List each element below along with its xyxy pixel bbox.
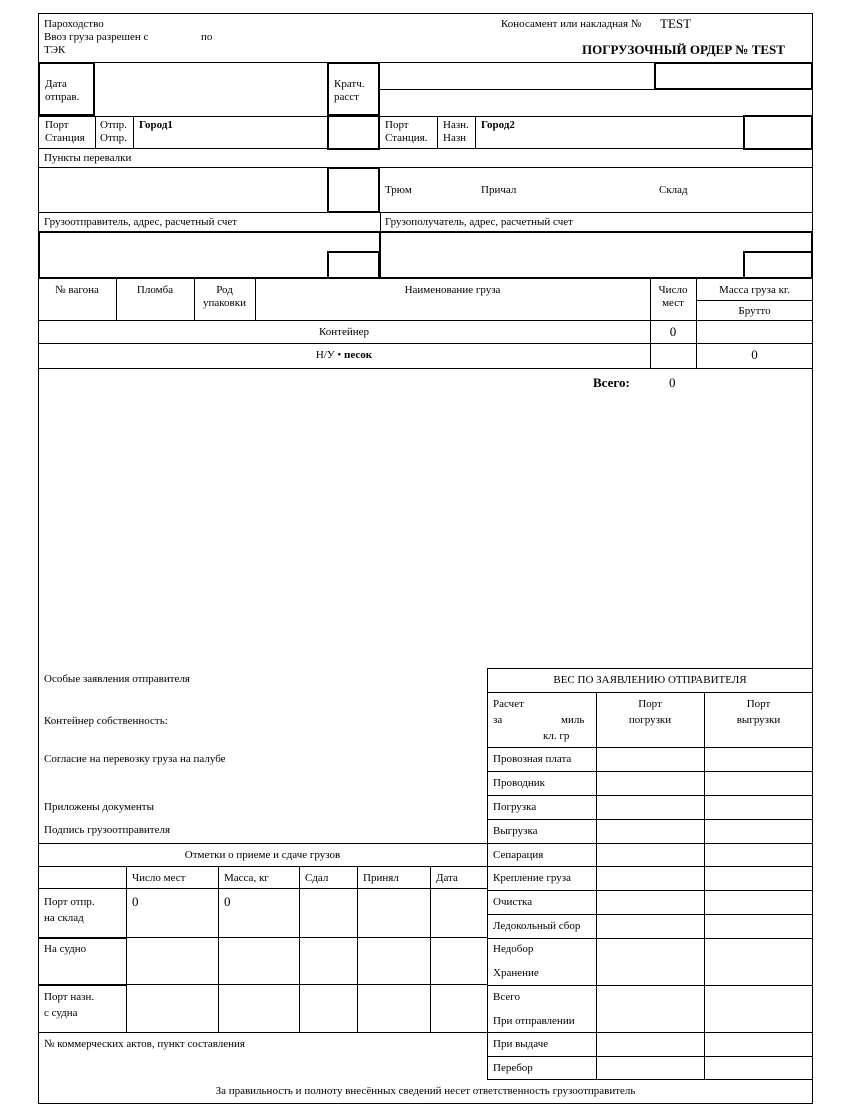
frame-top [38, 13, 813, 14]
to-city: Город2 [481, 119, 515, 131]
weight-row-label: Очистка [493, 896, 533, 908]
to-nazn-label-2: Назн [443, 132, 467, 144]
col-mass: Масса груза кг. [719, 284, 790, 296]
konosament-value: TEST [660, 16, 692, 31]
marks-row-port-to: Порт назн. [44, 991, 95, 1003]
unload-port-label-2: выгрузки [736, 714, 781, 726]
order-number-box [654, 62, 813, 90]
date-label: Дата [45, 78, 67, 90]
weight-row-label: Хранение [493, 967, 539, 979]
shipper-label: Грузоотправитель, адрес, расчетный счет [44, 216, 238, 228]
col-wagon: № вагона [55, 284, 99, 296]
weight-row-label: Провозная плата [493, 753, 572, 765]
marks-row1-count: 0 [132, 894, 139, 909]
marks-title: Отметки о приеме и сдаче грузов [184, 849, 341, 861]
marks-col-gave: Сдал [305, 872, 329, 884]
marks-col-mass: Масса, кг [224, 872, 269, 884]
col-count: Число [658, 284, 688, 296]
weight-row-label: Погрузка [493, 801, 537, 813]
to-nazn-label: Назн. [443, 119, 469, 131]
weight-row-label: Перебор [493, 1062, 533, 1074]
weight-row-label: Недобор [493, 943, 534, 955]
from-otpr-label: Отпр. [100, 119, 127, 131]
col-cargo-name: Наименование груза [404, 284, 501, 296]
marks-col-date: Дата [436, 872, 458, 884]
cargo-item [38, 349, 650, 362]
frame-right [812, 13, 813, 1104]
marks-col-count: Число мест [132, 872, 186, 884]
col-count-2: мест [662, 297, 684, 309]
calc-for-label: за [493, 714, 503, 726]
weight-row-label: При отправлении [493, 1015, 575, 1027]
to-port-label: Порт [385, 119, 409, 131]
calc-miles-label: миль [561, 714, 585, 726]
weight-row-label: Всего [493, 991, 520, 1003]
short-distance-label-2: расст [334, 91, 359, 103]
date-label-2: отправ. [45, 91, 80, 103]
shipping-company-label: Пароходство [44, 18, 104, 30]
commercial-acts-label: № коммерческих актов, пункт составления [44, 1038, 245, 1050]
responsibility-note: За правильность и полноту внесённых сведений несет ответственность грузоотправитель [215, 1085, 636, 1097]
to-station-label: Станция. [385, 132, 428, 144]
container-count: 0 [669, 324, 677, 339]
from-city: Город1 [139, 119, 173, 131]
weight-row-label: Сепарация [493, 849, 544, 861]
ports-mid-box [327, 115, 380, 150]
col-seal: Пломба [136, 284, 174, 296]
total-value: 0 [669, 375, 676, 390]
container-ownership-label: Контейнер собственность: [44, 715, 168, 727]
calc-class-label: кл. гр [543, 730, 570, 742]
total-label: Всего: [593, 375, 630, 390]
special-statements-label: Особые заявления отправителя [44, 673, 190, 685]
consignee-code-box [743, 251, 813, 279]
short-distance-label: Кратч. [334, 78, 365, 90]
from-port-label: Порт [45, 119, 69, 131]
marks-row-onboard: На судно [44, 943, 87, 955]
frame-left [38, 13, 39, 1104]
load-port-label-2: погрузки [628, 714, 672, 726]
docs-attached-label: Приложены документы [44, 801, 154, 813]
weight-row-label: Ледокольный сбор [493, 920, 581, 932]
marks-row1-mass: 0 [224, 894, 231, 909]
import-permitted-label: Ввоз груза разрешен с [44, 31, 149, 43]
marks-row-port-from-2: на склад [44, 912, 84, 924]
weight-title: ВЕС ПО ЗАЯВЛЕНИЮ ОТПРАВИТЕЛЯ [553, 674, 747, 686]
deck-consent-label: Согласие на перевозку груза на палубе [44, 753, 226, 765]
cargo-item-mass: 0 [751, 347, 758, 362]
ports-right-box [743, 115, 813, 150]
hold-label: Трюм [385, 184, 412, 196]
from-station-label: Станция [45, 132, 85, 144]
load-port-label: Порт [638, 698, 662, 710]
marks-row-port-from: Порт отпр. [44, 896, 95, 908]
transship-points-label: Пункты перевалки [44, 152, 132, 164]
from-otpr-label-2: Отпр. [100, 132, 127, 144]
marks-row-port-to-2: с судна [44, 1007, 78, 1019]
import-permitted-to-label: по [201, 31, 213, 43]
shipper-signature-label: Подпись грузоотправителя [44, 824, 171, 836]
weight-row-label: Крепление груза [493, 872, 571, 884]
weight-row-label: Выгрузка [493, 825, 538, 837]
cargo-item-name: песок [344, 349, 373, 361]
frame-bottom [38, 1103, 813, 1104]
unload-port-label: Порт [746, 698, 771, 710]
marks-col-took: Принял [363, 872, 399, 884]
col-gross: Брутто [738, 305, 771, 317]
calc-label: Расчет [493, 698, 524, 710]
berth-label: Причал [481, 184, 517, 196]
col-pack: Род [216, 284, 233, 296]
konosament-label: Коносамент или накладная № [501, 18, 642, 30]
cargo-item-prefix: Н/У • [315, 349, 342, 361]
weight-row-label: При выдаче [493, 1038, 549, 1050]
col-pack-2: упаковки [203, 297, 246, 309]
weight-row-label: Проводник [493, 777, 545, 789]
container-label: Контейнер [318, 326, 370, 338]
order-title: ПОГРУЗОЧНЫЙ ОРДЕР № TEST [582, 42, 785, 57]
tek-label: ТЭК [44, 44, 66, 56]
shipper-code-box [327, 251, 380, 279]
consignee-label: Грузополучатель, адрес, расчетный счет [385, 216, 573, 228]
transship-box [327, 167, 380, 213]
warehouse-label: Склад [659, 184, 688, 196]
